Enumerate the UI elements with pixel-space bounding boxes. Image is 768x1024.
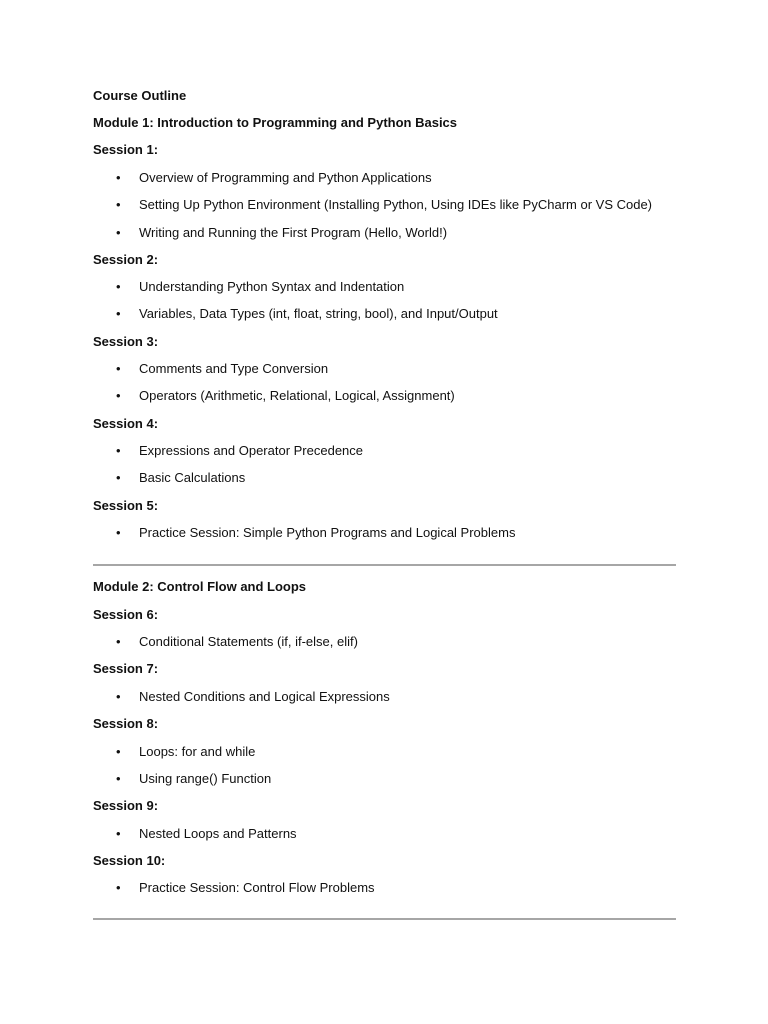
bullet-icon: • — [116, 771, 121, 786]
module-2-title: Module 2: Control Flow and Loops — [93, 579, 307, 594]
bullet-icon: • — [116, 525, 121, 540]
list-item-text: Writing and Running the First Program (Hello, World!) — [139, 225, 448, 240]
list-item-text: Loops: for and while — [139, 744, 256, 759]
list-item-text: Expressions and Operator Precedence — [139, 443, 364, 458]
list-item-text: Comments and Type Conversion — [139, 361, 329, 376]
list-item-text: Variables, Data Types (int, float, string, bool), and Input/Output — [139, 306, 498, 321]
bullet-icon: • — [116, 279, 121, 294]
session-1-label: Session 1: — [93, 142, 159, 157]
bullet-icon: • — [116, 634, 121, 649]
bullet-icon: • — [116, 225, 121, 240]
list-item — [116, 170, 432, 186]
bullet-icon: • — [116, 689, 121, 704]
list-item — [116, 388, 455, 404]
list-item — [116, 771, 271, 787]
section-divider — [93, 564, 676, 566]
list-item-text: Practice Session: Simple Python Programs and Logical Problems — [139, 525, 516, 540]
list-item — [116, 880, 375, 896]
list-item-text: Nested Loops and Patterns — [139, 826, 297, 841]
list-item — [116, 634, 358, 650]
list-item — [116, 306, 498, 322]
list-item — [116, 197, 652, 213]
bullet-icon: • — [116, 470, 121, 485]
session-9-label: Session 9: — [93, 798, 159, 813]
list-item — [116, 689, 390, 705]
list-item — [116, 744, 255, 760]
list-item — [116, 470, 245, 486]
list-item-text: Understanding Python Syntax and Indentation — [139, 279, 405, 294]
bullet-icon: • — [116, 197, 121, 212]
bullet-icon: • — [116, 170, 121, 185]
session-4-label: Session 4: — [93, 416, 159, 431]
session-2-label: Session 2: — [93, 252, 159, 267]
session-10-label: Session 10: — [93, 853, 166, 868]
list-item-text: Overview of Programming and Python Applications — [139, 170, 432, 185]
module-1-title: Module 1: Introduction to Programming and Python Basics — [93, 115, 458, 130]
list-item-text: Operators (Arithmetic, Relational, Logical, Assignment) — [139, 388, 455, 403]
session-8-label: Session 8: — [93, 716, 159, 731]
bullet-icon: • — [116, 443, 121, 458]
bullet-icon: • — [116, 306, 121, 321]
session-3-label: Session 3: — [93, 334, 159, 349]
list-item-text: Nested Conditions and Logical Expressions — [139, 689, 390, 704]
bullet-icon: • — [116, 744, 121, 759]
list-item — [116, 225, 447, 241]
list-item-text: Practice Session: Control Flow Problems — [139, 880, 375, 895]
list-item-text: Conditional Statements (if, if-else, elif) — [139, 634, 358, 649]
bullet-icon: • — [116, 826, 121, 841]
bullet-icon: • — [116, 880, 121, 895]
list-item — [116, 279, 404, 295]
bullet-icon: • — [116, 388, 121, 403]
list-item-text: Setting Up Python Environment (Installing Python, Using IDEs like PyCharm or VS Code) — [139, 197, 653, 212]
list-item-text: Basic Calculations — [139, 470, 246, 485]
session-6-label: Session 6: — [93, 607, 159, 622]
bullet-icon: • — [116, 361, 121, 376]
list-item — [116, 826, 297, 842]
list-item — [116, 525, 515, 541]
section-divider — [93, 918, 676, 920]
session-7-label: Session 7: — [93, 661, 159, 676]
list-item-text: Using range() Function — [139, 771, 272, 786]
document-title: Course Outline — [93, 88, 187, 103]
session-5-label: Session 5: — [93, 498, 159, 513]
list-item — [116, 361, 328, 377]
list-item — [116, 443, 363, 459]
